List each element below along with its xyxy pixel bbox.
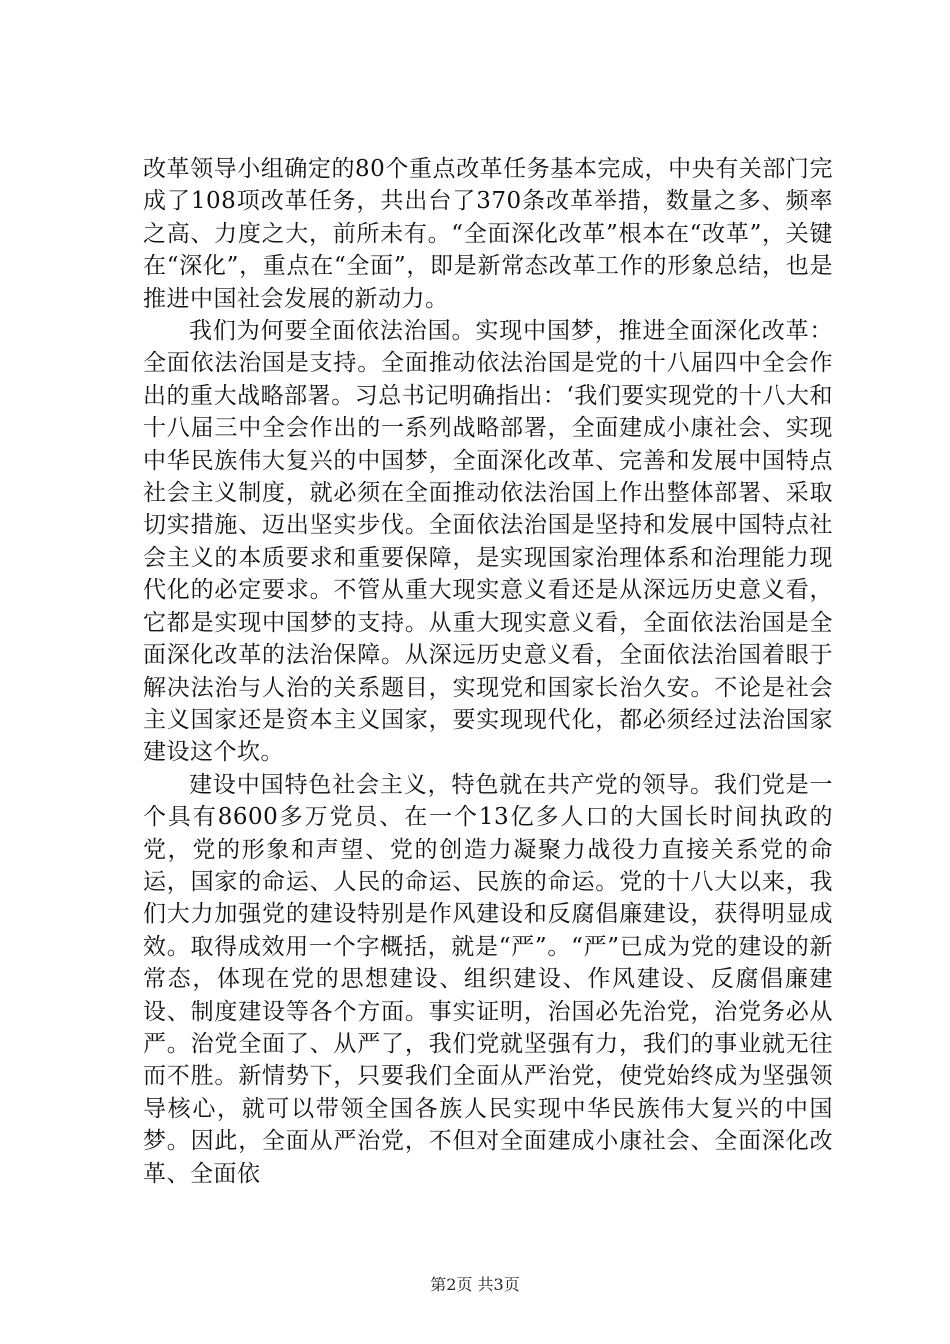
document-body bbox=[143, 153, 833, 1190]
page-footer: 第2页 共3页 bbox=[430, 1275, 520, 1294]
paragraph-rule-of-law: 我们为何要全面依法治国。实现中国梦，推进全面深化改革：全面依法治国是支持。全面推动依法治国是党的十八届四中全会作出的重大战略部署。习总书记明确指出：‘我们要实现党的十八大和十八届三中全会作出的一系列战略部署，全面建成小康社会、实现中华民族伟大复兴的中国梦，全面深化改革、完善和发展中国特点社会主义制度，就必须在全面推动依法治国上作出整体部署、采取切实措施、迈出坚实步伐。全面依法治国是坚持和发展中国特点社会主义的本质要求和重要保障，是实现国家治理体系和治理能力现代化的必定要求。不管从重大现实意义看还是从深远历史意义看，它都是实现中国梦的支持。从重大现实意义看，全面依法治国是全面深化改革的法治保障。从深远历史意义看，全面依法治国着眼于解决法治与人治的关系题目，实现党和国家长治久安。不论是社会主义国家还是资本主义国家，要实现现代化，都必须经过法治国家建设这个坎。 bbox=[143, 318, 833, 766]
paragraph-continued: 改革领导小组确定的80个重点改革任务基本完成，中央有关部门完成了108项改革任务，共出台了370条改革举措，数量之多、频率之高、力度之大，前所未有。“全面深化改革”根本在“改革”，关键在“深化”，重点在“全面”，即是新常态改革工作的形象总结，也是推进中国社会发展的新动力。 bbox=[143, 156, 833, 312]
paragraph-party-building: 建设中国特色社会主义，特色就在共产党的领导。我们党是一个具有8600多万党员、在一个13亿多人口的大国长时间执政的党，党的形象和声望、党的创造力凝聚力战役力直接关系党的命运，国家的命运、人民的命运、民族的命运。党的十八大以来，我们大力加强党的建设特别是作风建设和反腐倡廉建设，获得明显成效。取得成效用一个字概括，就是“严”。“严”已成为党的建设的新常态，体现在党的思想建设、组织建设、作风建设、反腐倡廉建设、制度建设等各个方面。事实证明，治国必先治党，治党务必从严。治党全面了、从严了，我们党就坚强有力，我们的事业就无往而不胜。新情势下，只要我们全面从严治党，使党始终成为坚强领导核心，就可以带领全国各族人民实现中华民族伟大复兴的中国梦。因此，全面从严治党，不但对全面建成小康社会、全面深化改革、全面依 bbox=[143, 771, 833, 1187]
